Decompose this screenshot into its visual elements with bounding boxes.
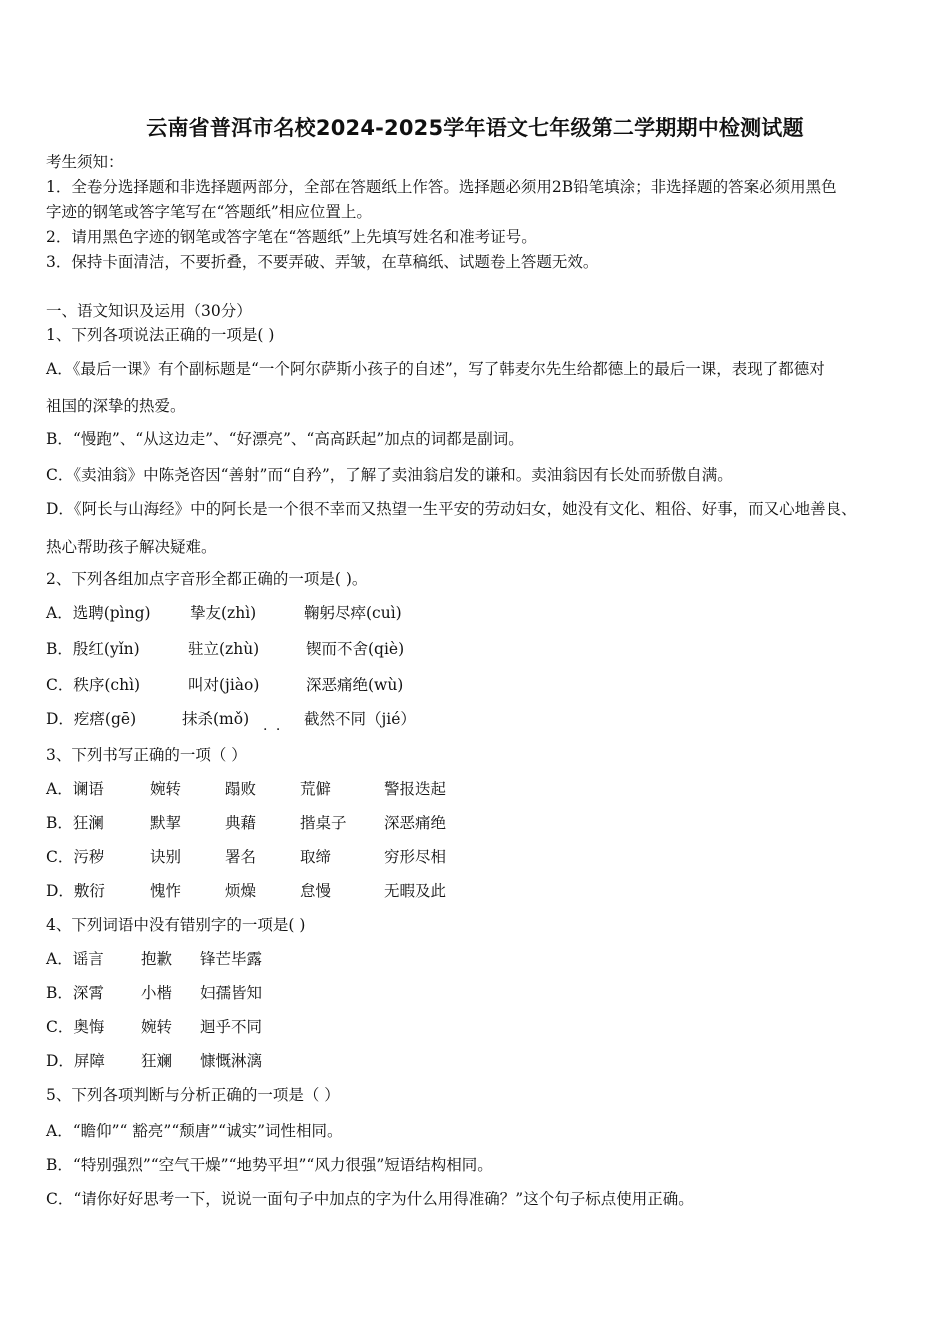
question-5-option-b: B．“特别强烈”“空气干燥”“地势平坦”“风力很强”短语结构相同。 [46, 1156, 493, 1174]
question-4-stem: 4、下列词语中没有错别字的一项是( ) [46, 916, 306, 934]
option-term: 穷形尽相 [384, 848, 447, 866]
option-term: C．污秽 [46, 848, 105, 866]
option-term: 典藉 [225, 814, 257, 832]
option-term: 截然不同（jié） [304, 710, 416, 728]
option-term: 慷慨淋漓 [200, 1052, 263, 1070]
option-term: 挚友(zhì) [190, 604, 257, 622]
question-3-stem: 3、下列书写正确的一项（ ） [46, 746, 247, 764]
notice-item: 字迹的钢笔或答字笔写在“答题纸”相应位置上。 [46, 203, 372, 221]
option-term: A．谰语 [46, 780, 104, 798]
option-term: B．深霄 [46, 984, 104, 1002]
option-term: 妇孺皆知 [200, 984, 263, 1002]
notice-heading: 考生须知： [46, 153, 124, 171]
option-term: A．谣言 [46, 950, 104, 968]
question-1-option-b: B．“慢跑”、“从这边走”、“好漂亮”、“高高跃起”加点的词都是副词。 [46, 430, 524, 448]
option-term: 蹋败 [225, 780, 257, 798]
option-term: D．敷衍 [46, 882, 105, 900]
option-term: 鞠躬尽瘁(cuì) [304, 604, 402, 622]
option-term: 迴乎不同 [200, 1018, 263, 1036]
option-term: B．狂澜 [46, 814, 104, 832]
option-term: 默挈 [150, 814, 182, 832]
option-term: 婉转 [141, 1018, 173, 1036]
question-1-option-d-cont: 热心帮助孩子解决疑难。 [46, 538, 217, 556]
option-term: C．奥悔 [46, 1018, 105, 1036]
option-term: 荒僻 [300, 780, 332, 798]
question-1-option-a-cont: 祖国的深挚的热爱。 [46, 397, 186, 415]
question-1-option-d: D．《阿长与山海经》中的阿长是一个很不幸而又热望一生平安的劳动妇女，她没有文化、粗俗、好事，而又心地善良、 [46, 500, 857, 518]
option-term: C．秩序(chì) [46, 676, 141, 694]
option-term: 深恶痛绝(wù) [306, 676, 404, 694]
option-term: 驻立(zhù) [188, 640, 260, 658]
option-term: 狂斓 [141, 1052, 173, 1070]
notice-item: 3．保持卡面清洁，不要折叠，不要弄破、弄皱，在草稿纸、试题卷上答题无效。 [46, 253, 599, 271]
option-term: 小楷 [141, 984, 173, 1002]
option-term: 怠慢 [300, 882, 332, 900]
section-heading: 一、语文知识及运用（30分） [46, 302, 252, 320]
question-2-stem: 2、下列各组加点字音形全都正确的一项是( )。 [46, 570, 368, 588]
option-term: 婉转 [150, 780, 182, 798]
option-term: 警报迭起 [384, 780, 447, 798]
option-term: 抱歉 [141, 950, 173, 968]
option-term: B．殷红(yǐn) [46, 640, 140, 658]
question-5-option-a: A．“瞻仰”“ 豁亮”“颓唐”“诚实”词性相同。 [46, 1122, 343, 1140]
option-term: 深恶痛绝 [384, 814, 447, 832]
option-term: 无暇及此 [384, 882, 447, 900]
option-term: 愧怍 [150, 882, 182, 900]
page-title: 云南省普洱市名校2024-2025学年语文七年级第二学期期中检测试题 [146, 116, 804, 140]
option-term: 叫对(jiào) [188, 676, 260, 694]
notice-item: 2．请用黑色字迹的钢笔或答字笔在“答题纸”上先填写姓名和准考证号。 [46, 228, 537, 246]
option-term: D．疙瘩(gē) [46, 710, 137, 728]
option-term: 抹杀(mǒ) [182, 710, 250, 728]
question-1-option-a: A．《最后一课》有个副标题是“一个阿尔萨斯小孩子的自述”，写了韩麦尔先生给都德上的最后一课，表现了都德对 [46, 360, 825, 378]
question-1-option-c: C．《卖油翁》中陈尧咨因“善射”而“自矜”，了解了卖油翁启发的谦和。卖油翁因有长处而骄傲自满。 [46, 466, 733, 484]
emphasis-dots: . . [263, 718, 283, 734]
question-5-option-c: C．“请你好好思考一下，说说一面句子中加点的字为什么用得准确？”这个句子标点使用正确。 [46, 1190, 694, 1208]
option-term: 锲而不舍(qiè) [306, 640, 405, 658]
option-term: 烦燥 [225, 882, 257, 900]
option-term: D．屏障 [46, 1052, 105, 1070]
question-5-stem: 5、下列各项判断与分析正确的一项是（ ） [46, 1086, 340, 1104]
option-term: 锋芒毕露 [200, 950, 263, 968]
option-term: 诀别 [150, 848, 182, 866]
option-term: 揩桌子 [300, 814, 347, 832]
notice-item: 1．全卷分选择题和非选择题两部分，全部在答题纸上作答。选择题必须用2B铅笔填涂；非选择题的答案必须用黑色 [46, 178, 837, 196]
question-1-stem: 1、下列各项说法正确的一项是( ) [46, 326, 275, 344]
option-term: 取缔 [300, 848, 332, 866]
option-term: A．选聘(pìng) [46, 604, 151, 622]
option-term: 署名 [225, 848, 257, 866]
